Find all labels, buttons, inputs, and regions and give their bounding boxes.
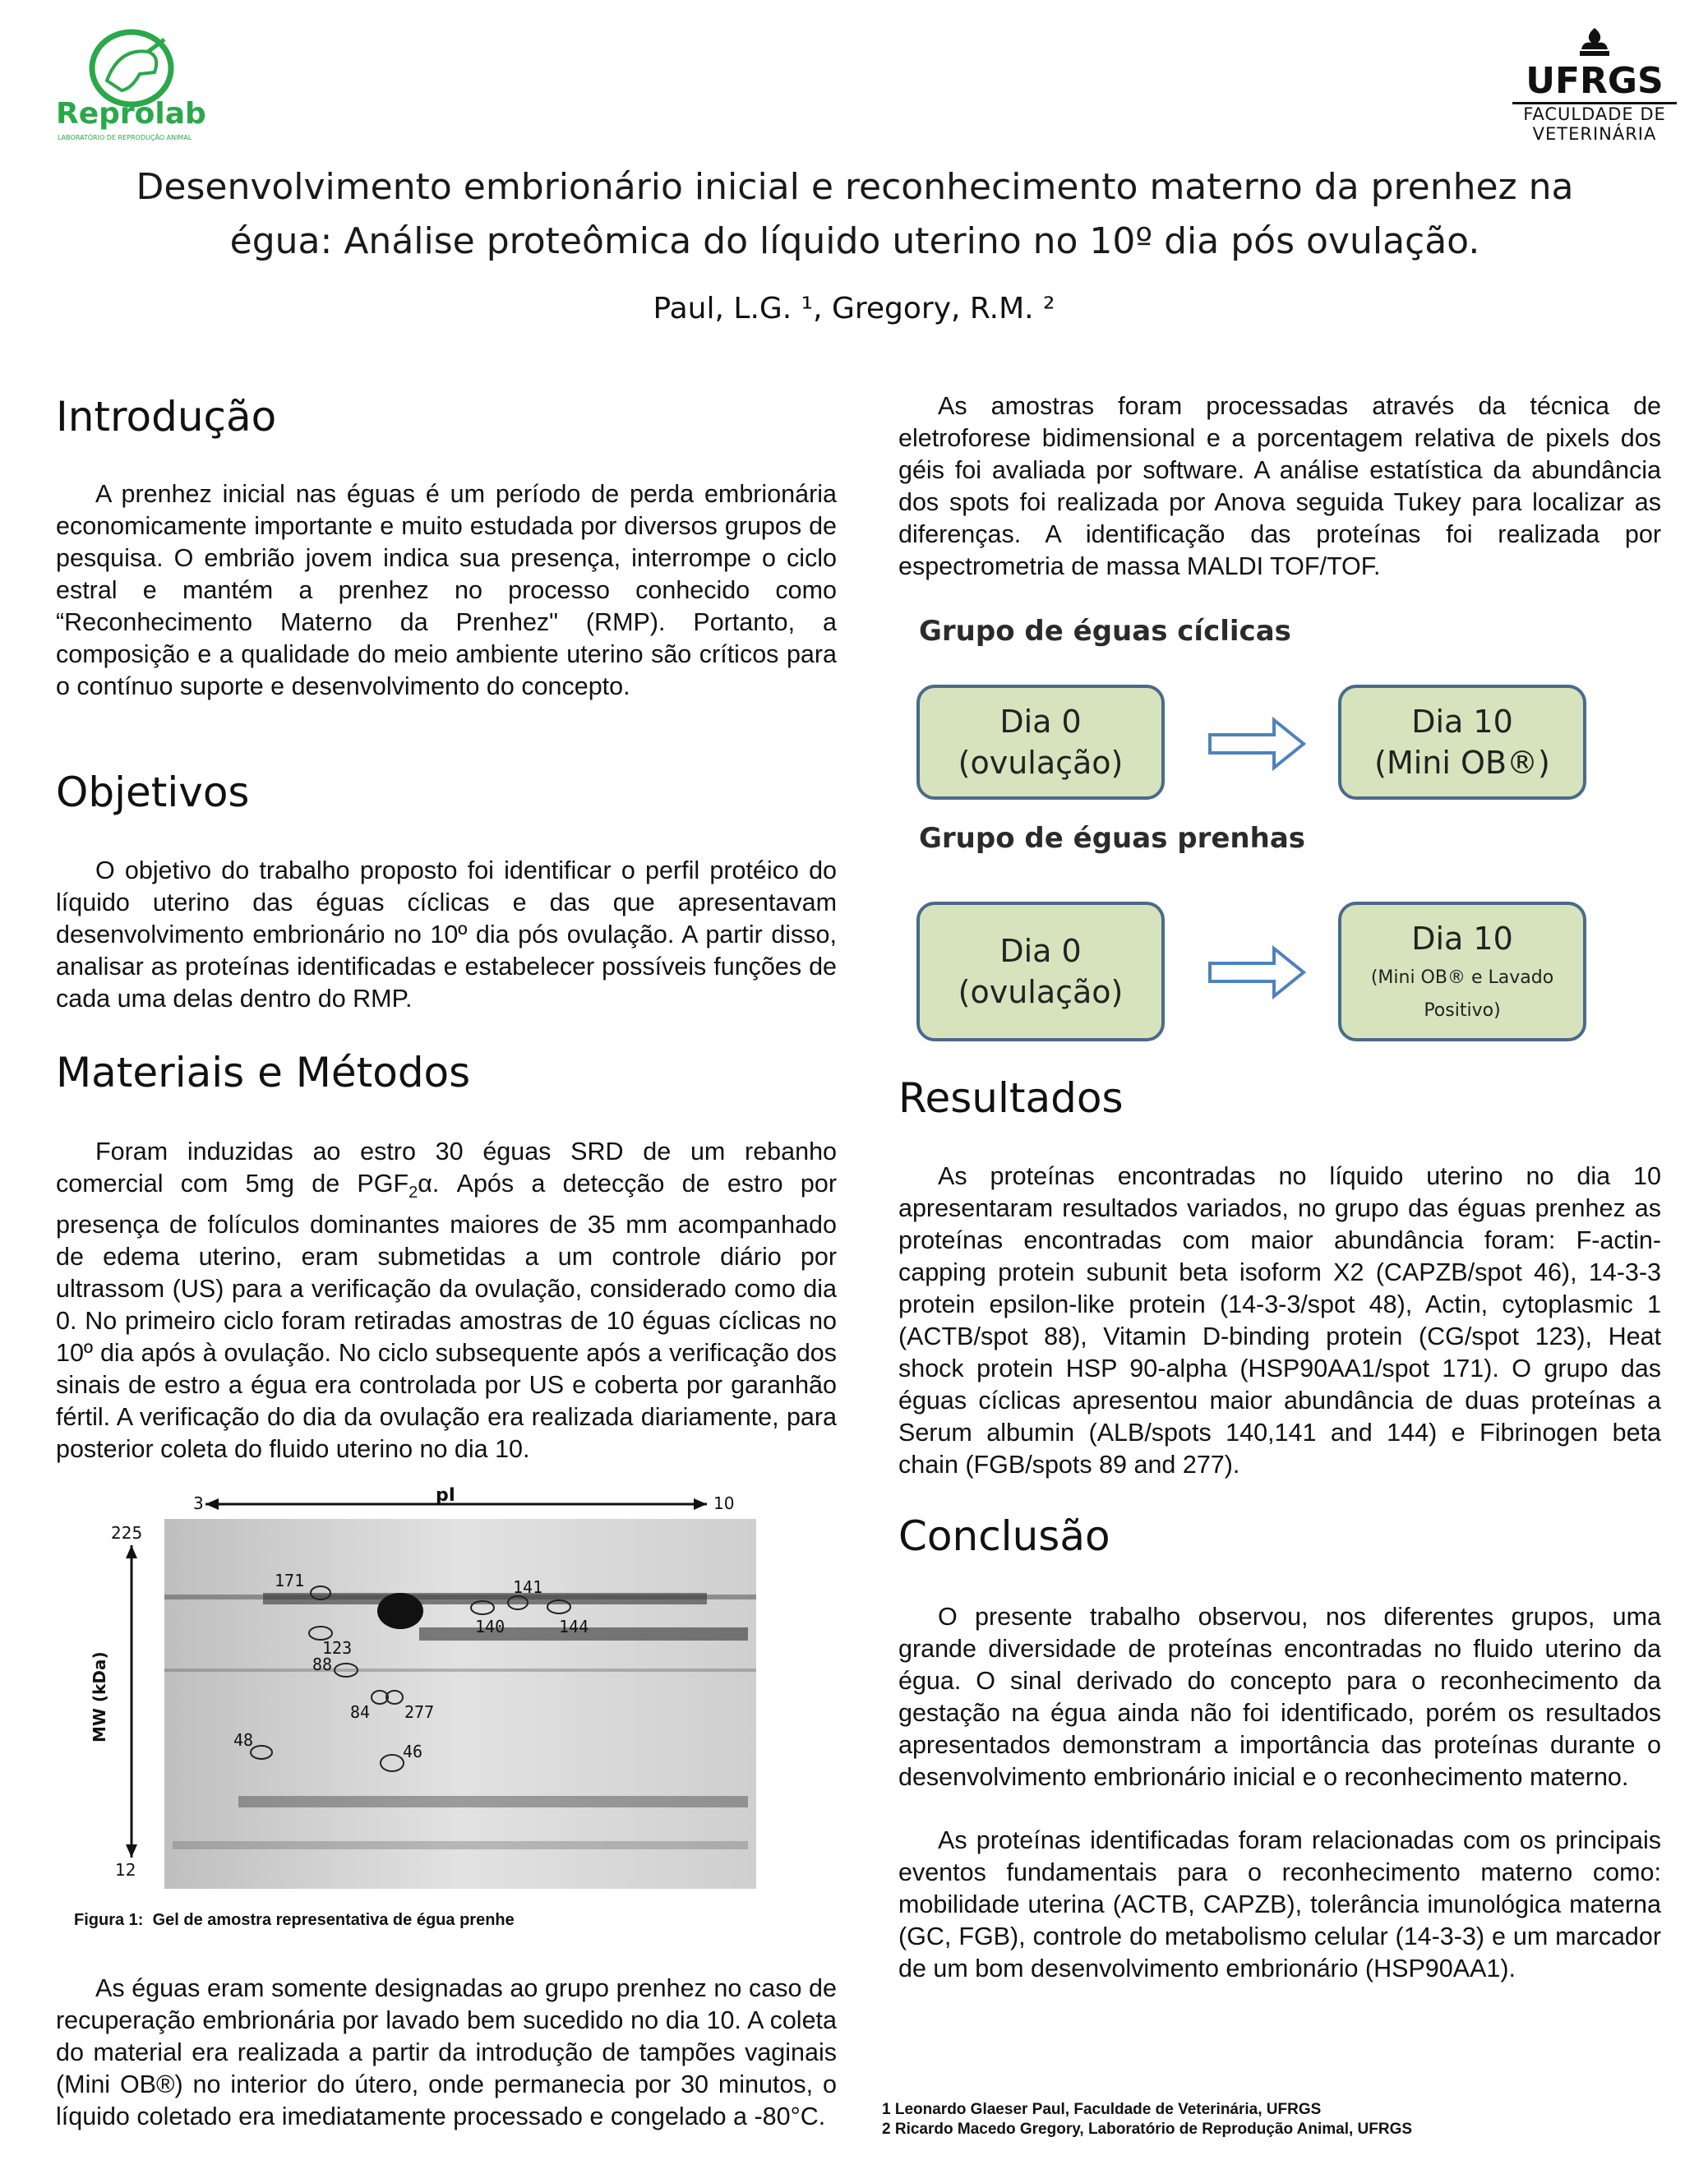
title-line-2: égua: Análise proteômica do líquido uterino no 10º dia pós ovulação. <box>229 220 1480 262</box>
figure-caption: Figura 1: Gel de amostra representativa de égua prenhe <box>74 1911 515 1929</box>
spot-label-144: 144 <box>559 1617 589 1636</box>
svg-text:Reprolab: Reprolab <box>56 97 206 131</box>
reprolab-logo <box>49 23 222 146</box>
flow-group1-day10-box: Dia 10 (Mini OB®) <box>1338 685 1586 800</box>
spot-label-277: 277 <box>404 1702 435 1722</box>
paragraph-resultados: As proteínas encontradas no líquido uterino no dia 10 apresentaram resultados variados, no grupo das éguas prenhez as proteínas encontradas com maior abundância foram: F-actin-capping protein subunit beta isoform X2 (CAPZB/spot 46), 14-3-3 protein epsilon-like protein (14-3-3/spot 48), Actin, cytoplasmic 1 (ACTB/spot 88), Vitamin D-binding protein (CG/spot 123), Heat shock protein HSP 90-alpha (HSP90AA1/spot 171). O grupo das éguas cíclicas apresentou maior abundância de duas proteínas a Serum albumin (ALB/spots 140,141 and 144) e Fibrinogen beta chain (FGB/spots 89 and 277). <box>898 1162 1661 1479</box>
heading-materiais: Materiais e Métodos <box>56 1049 471 1096</box>
poster-title <box>99 160 1611 269</box>
ufrgs-logo: UFRGS FACULDADE DE VETERINÁRIA <box>1504 25 1685 144</box>
heading-conclusao: Conclusão <box>898 1512 1110 1560</box>
mw-min-label: 12 <box>115 1860 136 1880</box>
flow-group2-day0-box: Dia 0 (ovulação) <box>916 902 1165 1041</box>
title-line-1: Desenvolvimento embrionário inicial e reconhecimento materno da prenhez na <box>136 166 1574 208</box>
pi-axis-label: pI <box>436 1485 455 1506</box>
flow-arrow-2 <box>1208 944 1305 1005</box>
pi-max-label: 10 <box>713 1493 735 1513</box>
spot-label-48: 48 <box>233 1730 254 1750</box>
ufrgs-emblem-icon <box>1570 25 1619 59</box>
flow-group2-day10-box: Dia 10 (Mini OB® e Lavado Positivo) <box>1338 902 1586 1041</box>
gel-figure <box>74 1485 781 1907</box>
mw-axis-label: MW (kDa) <box>90 1651 109 1742</box>
footnote-2: 2 Ricardo Macedo Gregory, Laboratório de Reprodução Animal, UFRGS <box>882 2121 1413 2138</box>
spot-label-123: 123 <box>322 1638 353 1658</box>
heading-introducao: Introdução <box>56 393 277 441</box>
paragraph-amostras: As amostras foram processadas através da técnica de eletroforese bidimensional e a porcentagem relativa de pixels dos géis foi avaliada por software. A análise estatística da abundância dos spots foi realizada por Anova seguida Tukey para localizar as diferenças. A identificação das proteínas foi realizada por espectrometria de massa MALDI TOF/TOF. <box>898 392 1661 580</box>
paragraph-materiais-2: As éguas eram somente designadas ao grupo prenhez no caso de recuperação embrionária por lavado bem sucedido no dia 10. A coleta do material era realizada a partir da introdução de tampões vaginais (Mini OB®) no interior do útero, onde permanecia por 30 minutos, o líquido coletado era imediatamente processado e congelado a -80°C. <box>56 1974 837 2130</box>
spot-label-84: 84 <box>350 1702 371 1722</box>
paragraph-materiais: Foram induzidas ao estro 30 éguas SRD de um rebanho comercial com 5mg de $PGF_2\alpha$. Após a detecção de estro por presença de folículos dominantes maiores de 35 mm acompanhado de edema uterino, eram submetidas a um controle diário por ultrassom (US) para a verificação da ovulação, considerado como dia 0. No primeiro ciclo foram retiradas amostras de 10 éguas cíclicas no 10º dia após à ovulação. No ciclo subsequente após a verificação dos sinais de estro a égua era controlada por US e coberta por garanhão fértil. A verificação do dia da ovulação era realizada diariamente, para posterior coleta do fluido uterino no dia 10. <box>56 1138 837 1464</box>
paragraph-introducao: A prenhez inicial nas éguas é um período de perda embrionária economicamente importante e muito estudada por diversos grupos de pesquisa. O embrião jovem indica sua presença, interrompe o ciclo estral e mantém a prenhez no processo conhecido como “Reconhecimento Materno da Prenhez" (RMP). Portanto, a composição e a qualidade do meio ambiente uterino são críticos para o contínuo suporte e desenvolvimento do concepto. <box>56 480 837 700</box>
paragraph-conclusao-1: O presente trabalho observou, nos diferentes grupos, uma grande diversidade de proteínas encontradas no fluido uterino da égua. O sinal derivado do concepto para o reconhecimento da gestação na égua ainda não foi identificado, porém os resultados apresentados demonstram a importância das proteínas durante o desenvolvimento embrionário inicial e o reconhecimento materno. <box>898 1603 1661 1791</box>
flow-group2-title: Grupo de éguas prenhas <box>919 822 1306 855</box>
spot-label-171: 171 <box>275 1571 305 1590</box>
flow-arrow-1 <box>1208 715 1305 777</box>
flow-group1-title: Grupo de éguas cíclicas <box>919 615 1291 648</box>
paragraph-conclusao-2: As proteínas identificadas foram relacionadas com os principais eventos fundamentais para o reconhecimento materno como: mobilidade uterina (ACTB, CAPZB), tolerância imunológica materna (GC, FGB), controle do metabolismo celular (14-3-3) e um marcador de um bom desenvolvimento embrionário (HSP90AA1). <box>898 1826 1661 1982</box>
paragraph-objetivos: O objetivo do trabalho proposto foi identificar o perfil protéico do líquido uterino das éguas cíclicas e das que apresentavam desenvolvimento embrionário no 10º dia pós ovulação. A partir disso, analisar as proteínas identificadas e estabelecer possíveis funções de cada uma delas dentro do RMP. <box>56 856 837 1013</box>
spot-label-140: 140 <box>475 1617 505 1636</box>
pi-min-label: 3 <box>193 1493 204 1513</box>
heading-objetivos: Objetivos <box>56 769 250 816</box>
flow-group1-day0-box: Dia 0 (ovulação) <box>916 685 1165 800</box>
heading-resultados: Resultados <box>898 1074 1124 1122</box>
spot-label-46: 46 <box>403 1742 423 1761</box>
footnote-1: 1 Leonardo Glaeser Paul, Faculdade de Veterinária, UFRGS <box>882 2101 1322 2118</box>
spot-label-88: 88 <box>312 1655 333 1674</box>
svg-text:LABORATÓRIO DE REPRODUÇÃO ANIM: LABORATÓRIO DE REPRODUÇÃO ANIMAL <box>58 134 192 141</box>
mw-max-label: 225 <box>111 1523 143 1543</box>
authors: Paul, L.G. ¹, Gregory, R.M. ² <box>653 292 1055 325</box>
spot-label-141: 141 <box>513 1577 543 1597</box>
